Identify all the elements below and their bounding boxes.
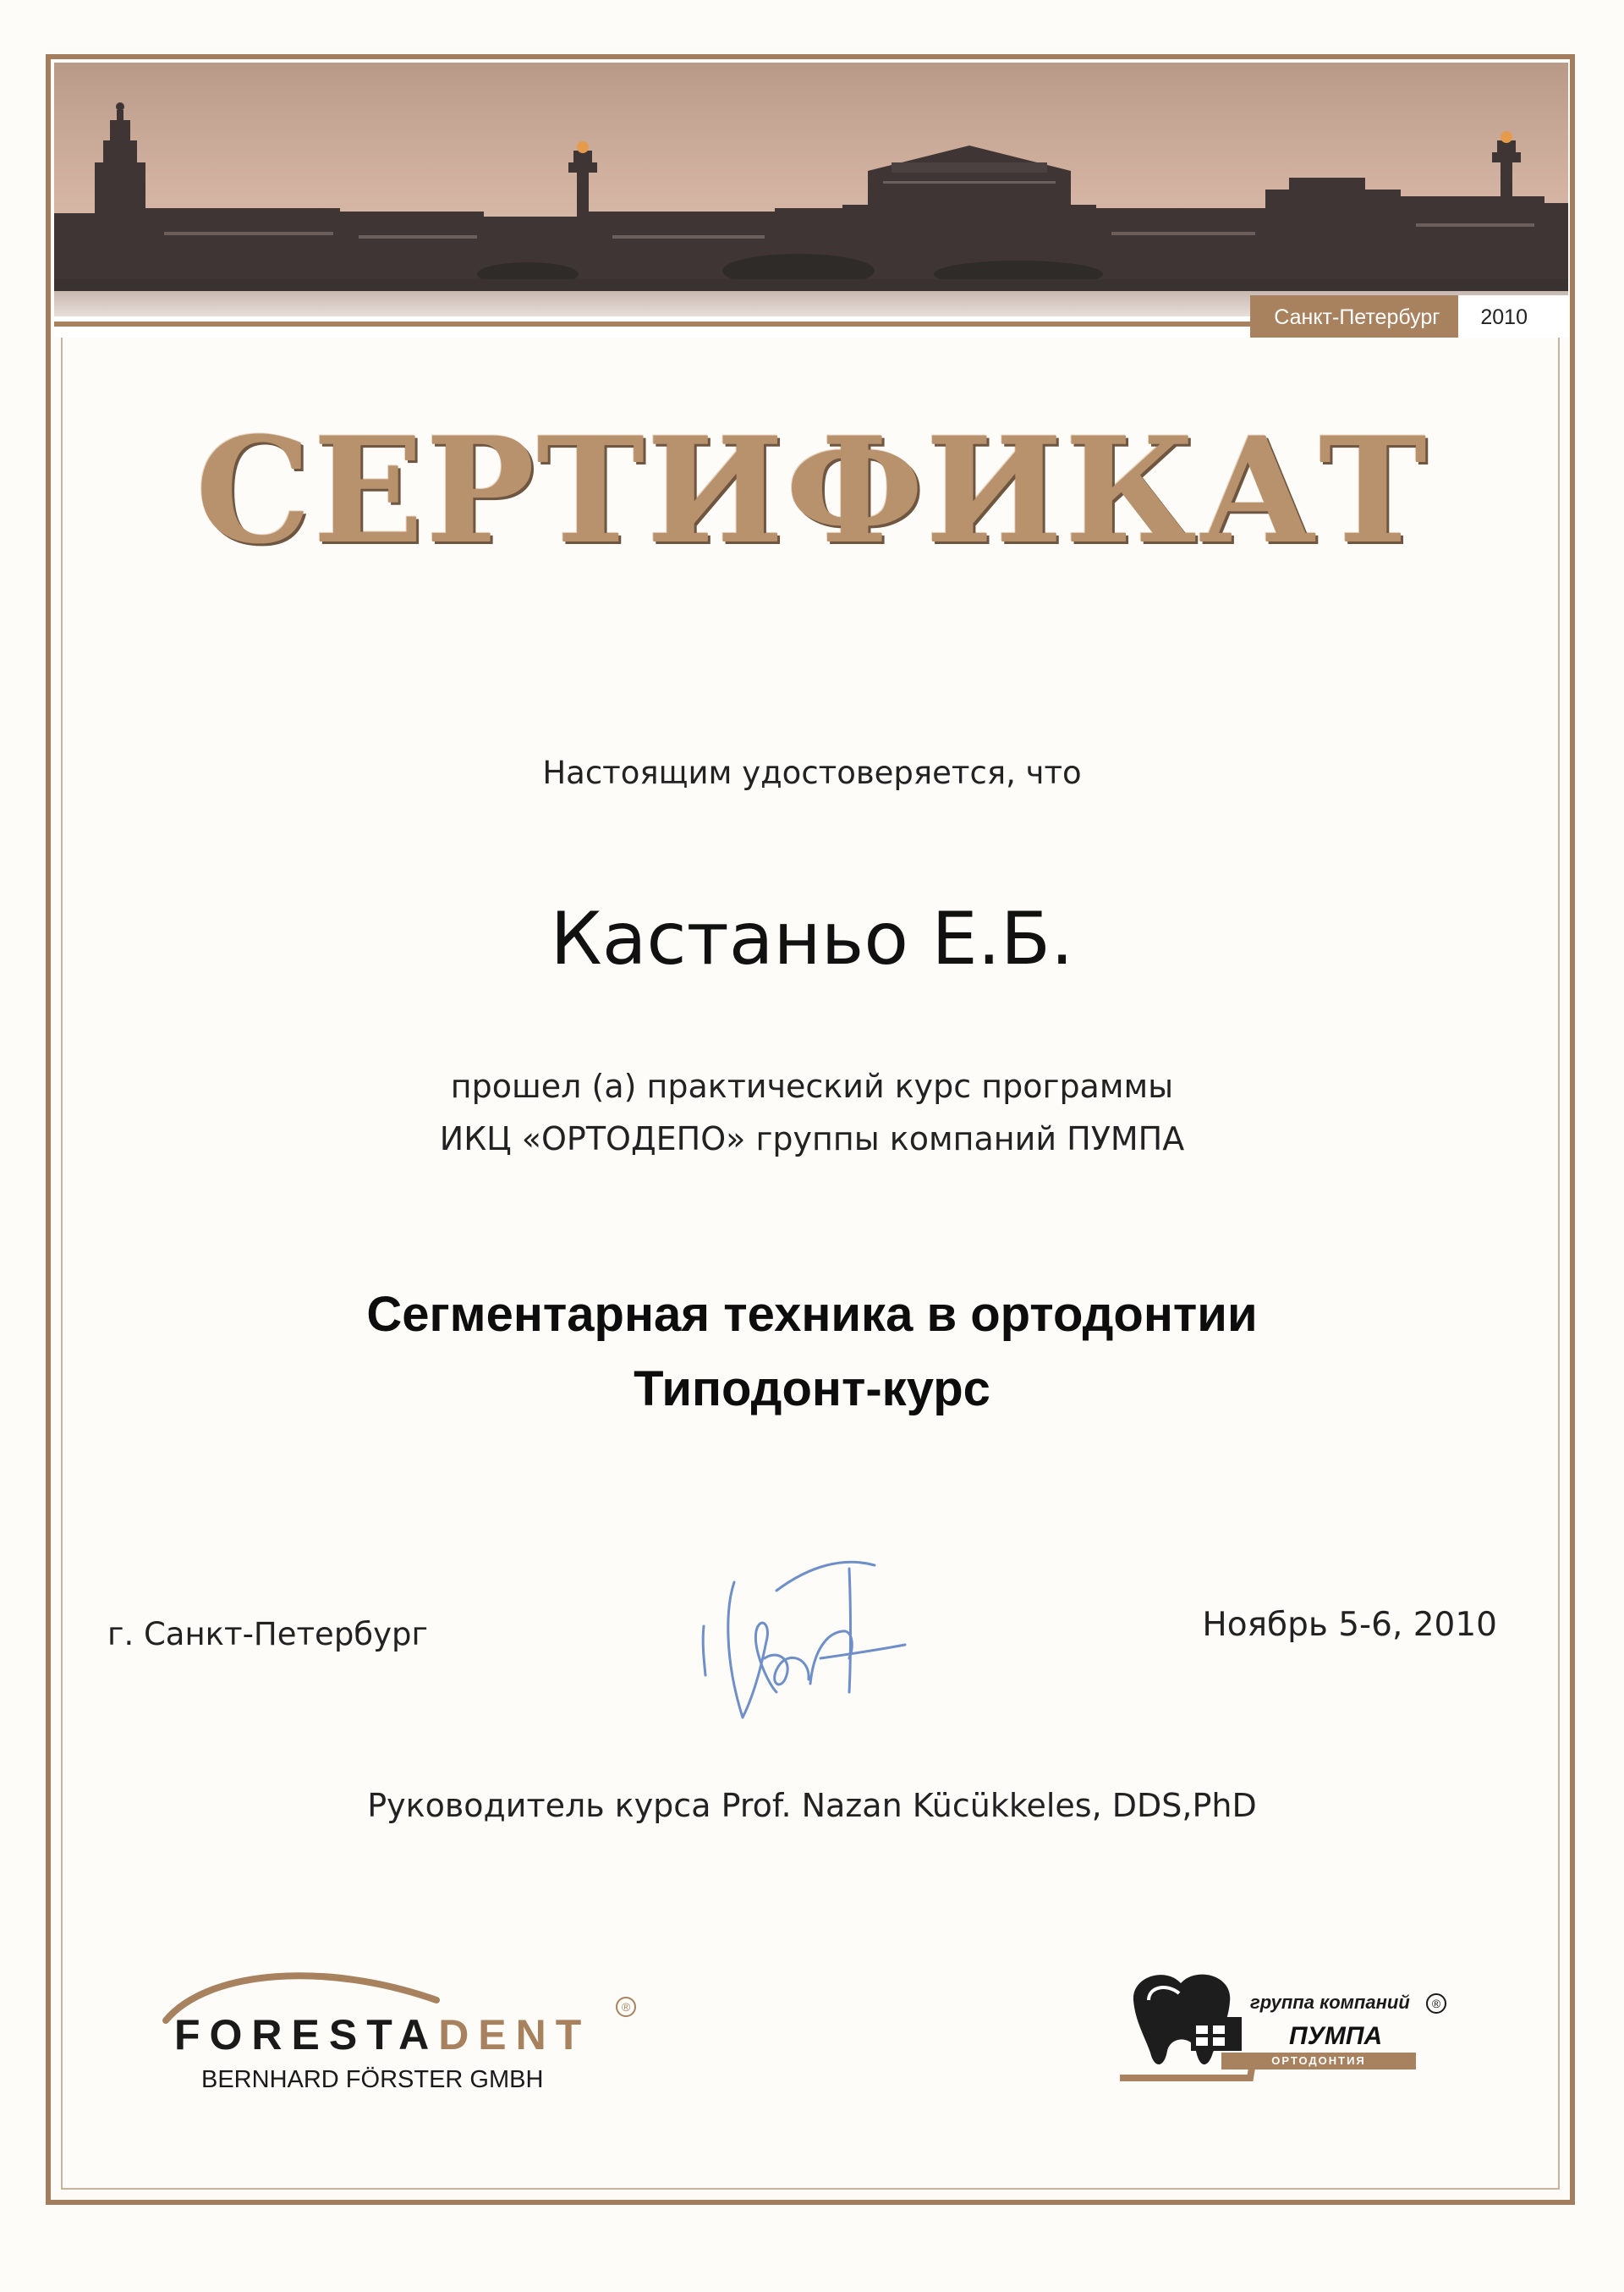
pumpa-orthodontics-strip: ОРТОДОНТИЯ [1221, 2053, 1416, 2069]
forestadent-logo [157, 1961, 648, 2105]
forestadent-name-main: FORESTA [174, 2011, 439, 2058]
certifies-text: Настоящим удостоверяется, что [542, 755, 1082, 791]
pumpa-logo [1115, 1963, 1453, 2098]
course-director: Руководитель курса Prof. Nazan Kücükkeles, DDS,PhD [367, 1787, 1257, 1824]
city-panorama-banner [54, 63, 1568, 338]
course-intro-line-1: прошел (а) практический курс программы [450, 1068, 1174, 1105]
forestadent-name-accent: DENT [438, 2011, 591, 2058]
pumpa-group-label: группа компаний [1250, 1992, 1410, 2013]
certificate-title: СЕРТИФИКАТ [195, 404, 1429, 576]
course-title-line-2: Типодонт-курс [634, 1361, 990, 1416]
pumpa-name: ПУМПА [1289, 2022, 1383, 2050]
forestadent-registered-mark: ® [616, 1997, 636, 2017]
course-intro-line-2: ИКЦ «ОРТОДЕПО» группы компаний ПУМПА [439, 1120, 1185, 1157]
forestadent-subtitle: BERNHARD FÖRSTER GMBH [201, 2066, 544, 2093]
pumpa-registered-mark: ® [1426, 1993, 1446, 2014]
issue-date: Ноябрь 5-6, 2010 [1202, 1606, 1497, 1644]
banner-city-label: Санкт-Петербург [1250, 295, 1458, 338]
course-title-line-1: Сегментарная техника в ортодонтии [366, 1287, 1258, 1342]
issue-city: г. Санкт-Петербург [107, 1616, 428, 1652]
signature-image [683, 1531, 920, 1746]
tooth-icon [1115, 1963, 1259, 2090]
recipient-name: Кастаньо Е.Б. [550, 897, 1074, 981]
banner-year-label: 2010 [1458, 295, 1568, 338]
forestadent-name [174, 2010, 590, 2059]
banner-caption [1250, 295, 1568, 338]
